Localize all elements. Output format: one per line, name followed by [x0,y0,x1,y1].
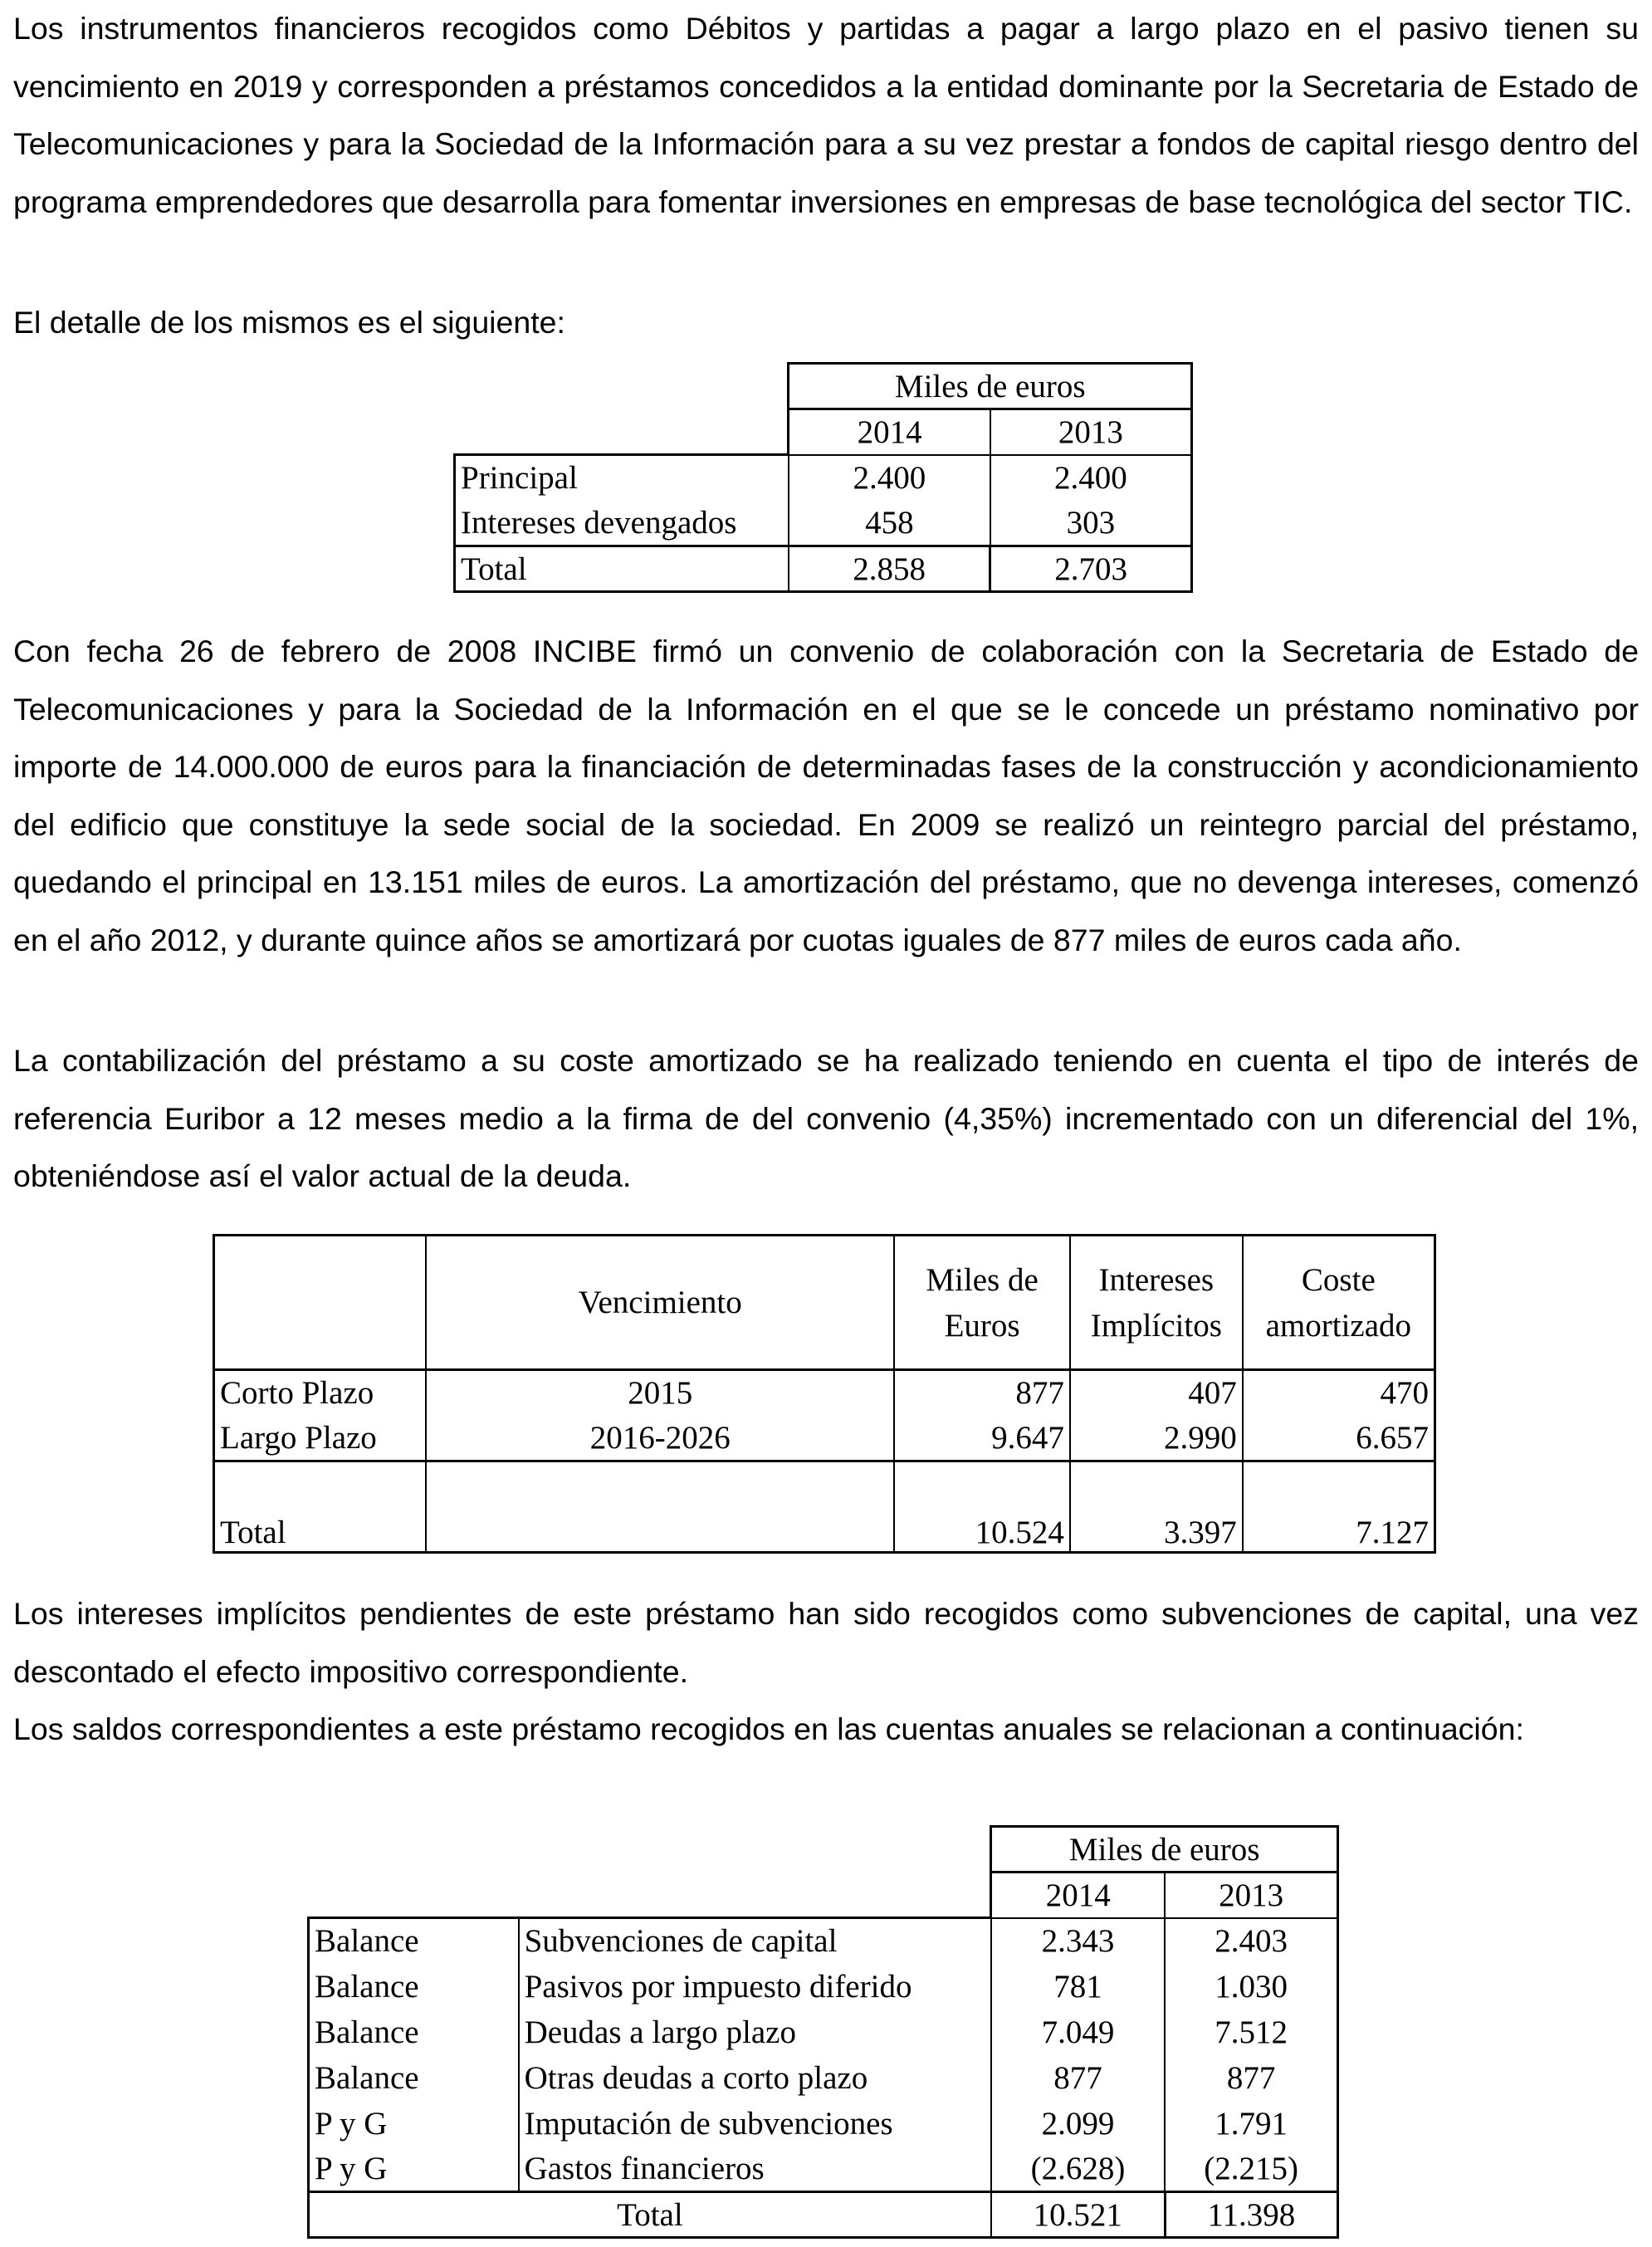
cell-vencimiento: 2016-2026 [426,1416,894,1461]
cell-value: 2.099 [991,2101,1165,2147]
row-concept: Subvenciones de capital [519,1918,991,1964]
table-row [309,1918,1338,1964]
cell-value: 1.030 [1165,1964,1337,2010]
paragraph-debitos: Los instrumentos financieros recogidos como Débitos y partidas a pagar a largo plazo en el pasivo tienen su vencimiento en 2019 y corresponden a préstamos concedidos a la entidad dominante por la Secretaria de Estado de Telecomunicaciones y para la Sociedad de la Información para a su vez prestar a fondos de capital riesgo dentro del programa emprendedores que desarrolla para fomentar inversiones en empresas de base tecnológica del sector TIC. [13,11,1639,219]
table-saldos-cuentas [307,1825,1339,2239]
table-row [309,2147,1338,2192]
paragraph-contabilizacion: La contabilización del préstamo a su coste amortizado se ha realizado teniendo en cuenta el tipo de interés de referencia Euribor a 12 meses medio a la firma de del convenio (4,35%) incrementado con un diferencial del 1%, obteniéndose así el valor actual de la deuda. [13,1043,1639,1193]
table-row [309,2010,1338,2055]
cell-value: 877 [991,2055,1165,2101]
table-row [309,2101,1338,2147]
table-years-row [309,1872,1338,1918]
total-value: 7.127 [1243,1461,1435,1553]
row-type: P y G [309,2101,519,2147]
cell-value: 458 [789,501,990,546]
row-type: Balance [309,1964,519,2010]
table-total-row [309,2192,1338,2238]
cell-value: 470 [1380,1375,1429,1412]
table-row [309,2055,1338,2101]
table-corner-empty [214,1236,427,1370]
table-row [455,455,1192,501]
cell-value: 2.990 [1070,1416,1243,1461]
table-total-row [455,546,1192,592]
total-value: 3.397 [1070,1461,1243,1553]
cell-value: 2.400 [789,455,990,501]
cell-value: 2.343 [991,1918,1165,1964]
row-type: Balance [309,2010,519,2055]
table-corner-empty [519,1827,991,1872]
header-line: amortizado [1265,1307,1412,1344]
row-concept: Deudas a largo plazo [519,2010,991,2055]
cell-value: 1.791 [1165,2101,1337,2147]
row-concept: Pasivos por impuesto diferido [519,1964,991,2010]
total-empty [426,1461,894,1553]
cell-value: 7.512 [1165,2010,1337,2055]
total-label: Total [214,1461,427,1553]
header-line: Euros [944,1307,1020,1344]
year-header: 2014 [991,1872,1165,1918]
cell-value: (2.215) [1165,2147,1337,2192]
header-miles-euros [894,1236,1070,1370]
table-header-row [309,1827,1338,1872]
year-header: 2014 [789,409,990,455]
total-value: 2.858 [789,546,990,592]
row-concept: Otras deudas a corto plazo [519,2055,991,2101]
cell-value: 7.049 [991,2010,1165,2055]
header-line: Intereses [1098,1261,1215,1298]
table-corner-empty [455,409,789,455]
total-value: 10.521 [991,2192,1165,2238]
cell-value: 2.400 [990,455,1192,501]
row-label: Corto Plazo [214,1370,427,1416]
table-vencimientos [213,1234,1436,1554]
paragraph-saldos: Los saldos correspondientes a este préstamo recogidos en las cuentas anuales se relacionan a continuación: [13,1711,1524,1746]
table-row [214,1370,1435,1416]
group-header-miles-euros: Miles de euros [991,1827,1338,1872]
cell-value: 407 [1070,1370,1243,1416]
total-label: Total [309,2192,991,2238]
total-value: 10.524 [894,1461,1070,1553]
table-row [309,1964,1338,2010]
header-vencimiento: Vencimiento [426,1236,894,1370]
table-header-row [455,364,1192,409]
cell-value: 2.403 [1165,1918,1337,1964]
header-line: Implícitos [1090,1307,1222,1344]
row-type: Balance [309,1918,519,1964]
table-years-row [455,409,1192,455]
row-concept: Imputación de subvenciones [519,2101,991,2147]
table-corner-empty [309,1827,519,1872]
table-header-row [214,1236,1435,1370]
table-corner-empty [455,364,789,409]
row-concept: Gastos financieros [519,2147,991,2192]
cell-value: 781 [991,1964,1165,2010]
total-value: 11.398 [1165,2192,1337,2238]
table-corner-empty [519,1872,991,1918]
row-label: Largo Plazo [214,1416,427,1461]
table-corner-empty [309,1872,519,1918]
cell-value: (2.628) [991,2147,1165,2192]
year-header: 2013 [990,409,1192,455]
row-type: P y G [309,2147,519,2192]
cell-value: 9.647 [894,1416,1070,1461]
total-value: 2.703 [990,546,1192,592]
paragraph-detalle: El detalle de los mismos es el siguiente: [13,305,565,340]
header-intereses-implicitos [1070,1236,1243,1370]
group-header-miles-euros: Miles de euros [789,364,1192,409]
cell-value: 303 [990,501,1192,546]
total-label: Total [455,546,789,592]
cell-value: 6.657 [1356,1419,1429,1456]
paragraph-convenio: Con fecha 26 de febrero de 2008 INCIBE firmó un convenio de colaboración con la Secretaria de Estado de Telecomunicaciones y para la Sociedad de la Información en el que se le concede un préstamo nominativo por importe de 14.000.000 de euros para la financiación de determinadas fases de la construcción y acondicionamiento del edificio que constituye la sede social de la sociedad. En 2009 se realizó un reintegro parcial del préstamo, quedando el principal en 13.151 miles de euros. La amortización del préstamo, que no devenga intereses, comenzó en el año 2012, y durante quince años se amortizará por cuotas iguales de 877 miles de euros cada año. [13,634,1639,957]
header-line: Miles de [926,1261,1039,1298]
table-total-row [214,1461,1435,1553]
header-line: Coste [1301,1261,1376,1298]
table-debitos-detalle [453,362,1193,593]
cell-value: 877 [894,1370,1070,1416]
cell-value: 877 [1165,2055,1337,2101]
table-row [214,1416,1435,1461]
header-coste-amortizado [1243,1236,1435,1370]
row-type: Balance [309,2055,519,2101]
paragraph-intereses-implicitos: Los intereses implícitos pendientes de este préstamo han sido recogidos como subvenciones de capital, una vez descontado el efecto impositivo correspondiente. [13,1596,1639,1689]
table-row [455,501,1192,546]
row-label: Intereses devengados [455,501,789,546]
cell-vencimiento: 2015 [426,1370,894,1416]
year-header: 2013 [1165,1872,1337,1918]
row-label: Principal [455,455,789,501]
